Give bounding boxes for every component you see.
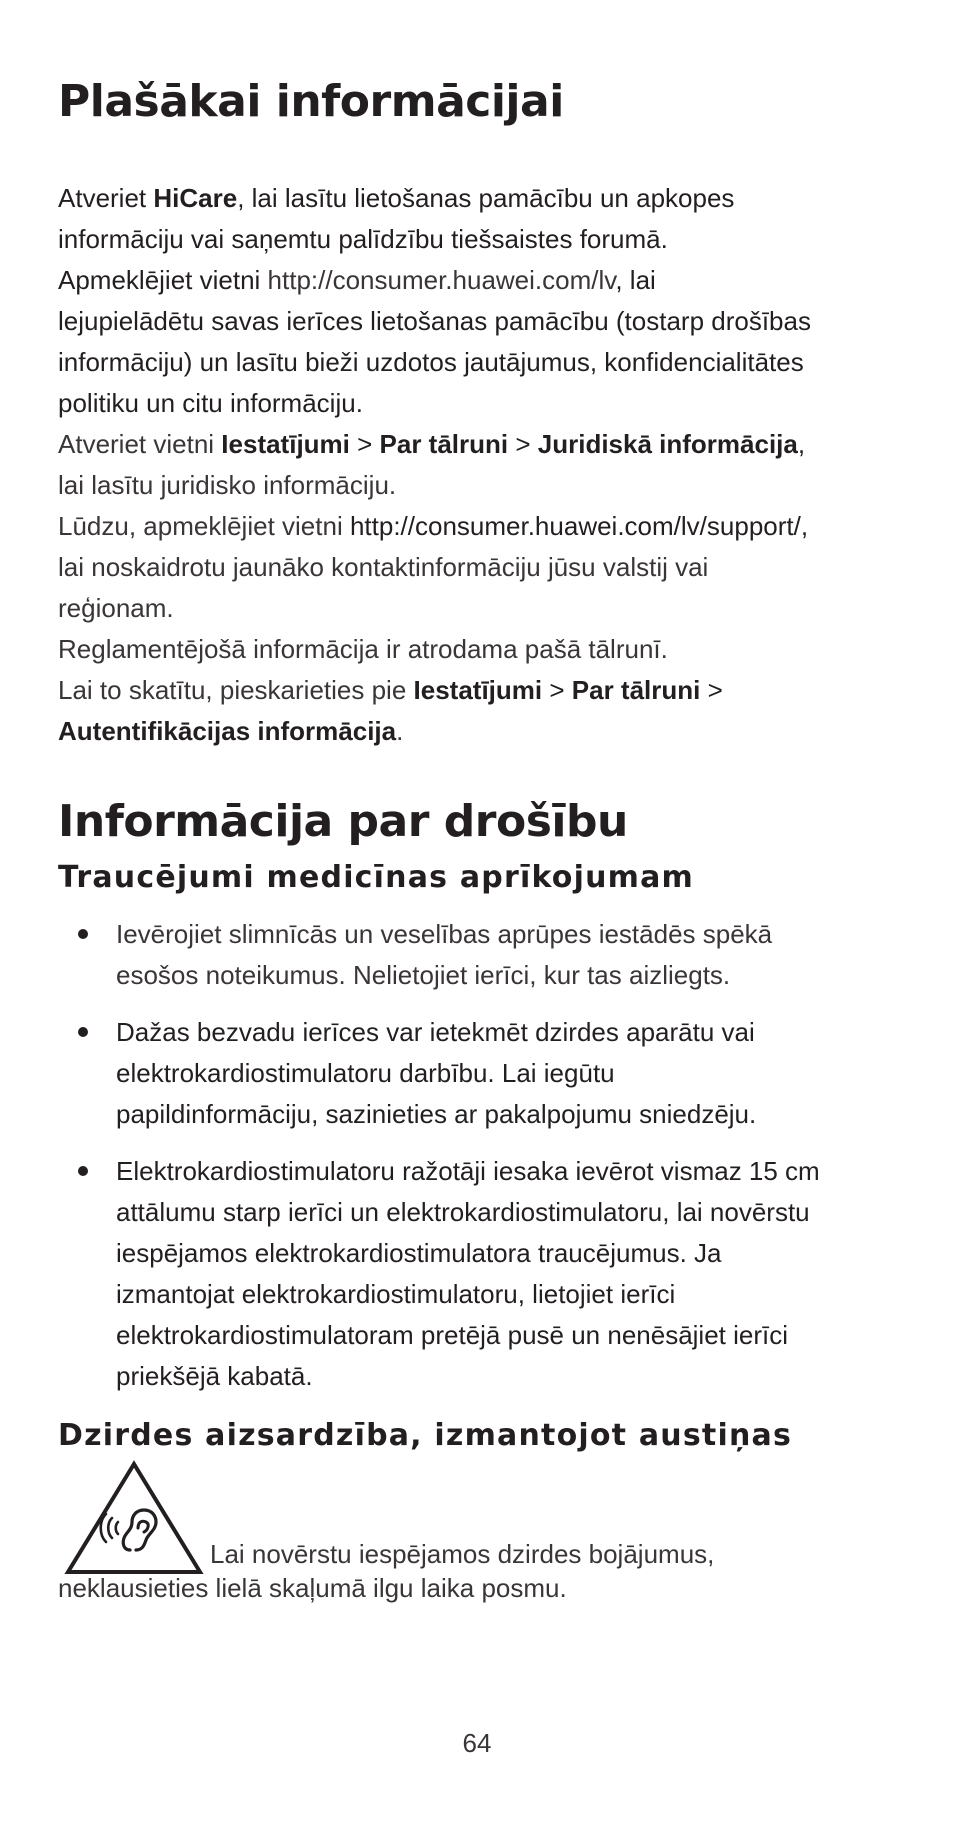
info-line xyxy=(58,629,878,670)
medical-bullet-item xyxy=(58,1012,878,1135)
info-text-segment: politiku un citu informāciju. xyxy=(58,388,363,418)
bullet-line: papildinformāciju, sazinieties ar pakalpojumu sniedzēju. xyxy=(116,1099,757,1129)
info-text-segment: http://consumer.huawei.com/lv xyxy=(267,265,616,295)
more-info-paragraph xyxy=(58,178,878,752)
info-line xyxy=(58,711,878,752)
bullet-line: elektrokardiostimulatoram pretējā pusē un nenēsājiet ierīci xyxy=(116,1320,789,1350)
bullet-line: Dažas bezvadu ierīces var ietekmēt dzirdes aparātu vai xyxy=(116,1017,755,1047)
medical-bullet-item xyxy=(58,914,878,996)
info-text-segment: , xyxy=(797,429,806,459)
bullet-line: priekšējā kabatā. xyxy=(116,1361,313,1391)
info-line xyxy=(58,506,878,547)
info-text-segment: reģionam. xyxy=(58,593,174,623)
info-text-segment: , lai xyxy=(615,265,656,295)
info-text-segment: Iestatījumi xyxy=(221,429,350,459)
hearing-warning-text-1: Lai novērstu iespējamos dzirdes bojājumus, xyxy=(210,1539,715,1569)
bullet-line: izmantojat elektrokardiostimulatoru, lietojiet ierīci xyxy=(116,1279,676,1309)
bullet-line: Elektrokardiostimulatoru ražotāji iesaka ievērot vismaz 15 cm xyxy=(116,1156,820,1186)
hearing-warning-icon xyxy=(62,1458,206,1578)
info-text-segment: Lūdzu, apmeklējiet vietni xyxy=(58,511,350,541)
info-line xyxy=(58,383,878,424)
subsection-title-hearing: Dzirdes aizsardzība, izmantojot austiņas xyxy=(58,1418,793,1453)
info-line xyxy=(58,301,878,342)
page-number: 64 xyxy=(462,1728,492,1758)
info-text-segment: informāciju) un lasītu bieži uzdotos jautājumus, konfidencialitātes xyxy=(58,347,804,377)
info-text-segment: > xyxy=(349,429,380,459)
info-text-segment: . xyxy=(396,716,404,746)
bullet-line: Ievērojiet slimnīcās un veselības aprūpes iestādēs spēkā xyxy=(116,919,773,949)
info-line xyxy=(58,547,878,588)
info-text-segment: > xyxy=(508,429,538,459)
info-line xyxy=(58,260,878,301)
info-line xyxy=(58,342,878,383)
info-text-segment: Autentifikācijas informācija xyxy=(58,716,397,746)
info-text-segment: Lai to skatītu, pieskarieties pie xyxy=(58,675,414,705)
info-text-segment: Atveriet vietni xyxy=(58,429,222,459)
info-text-segment: http://consumer.huawei.com/lv/support/, xyxy=(349,511,809,541)
info-text-segment: Apmeklējiet vietni xyxy=(58,265,268,295)
subsection-title-medical: Traucējumi medicīnas aprīkojumam xyxy=(58,860,695,895)
bullet-dot-icon xyxy=(78,1166,88,1176)
info-text-segment: , lai lasītu lietošanas pamācību un apkopes xyxy=(237,183,735,213)
bullet-dot-icon xyxy=(78,1027,88,1037)
info-text-segment: lai noskaidrotu jaunāko kontaktinformāciju jūsu valstij vai xyxy=(58,552,709,582)
medical-bullet-list xyxy=(58,914,878,1413)
info-line xyxy=(58,178,878,219)
bullet-line: elektrokardiostimulatoru darbību. Lai iegūtu xyxy=(116,1058,615,1088)
bullet-line: esošos noteikumus. Nelietojiet ierīci, kur tas aizliegts. xyxy=(116,960,731,990)
info-text-segment: lejupielādētu savas ierīces lietošanas pamācību (tostarp drošības xyxy=(58,306,811,336)
info-line xyxy=(58,670,878,711)
info-text-segment: Reglamentējošā informācija ir atrodama pašā tālrunī. xyxy=(58,634,668,664)
info-line xyxy=(58,219,878,260)
bullet-line: iespējamos elektrokardiostimulatora traucējumus. Ja xyxy=(116,1238,722,1268)
info-text-segment: Iestatījumi xyxy=(413,675,543,705)
info-text-segment: Juridiskā informācija xyxy=(537,429,798,459)
section-title-more-info: Plašākai informācijai xyxy=(58,76,564,127)
info-text-segment: Atveriet xyxy=(58,183,154,213)
info-text-segment: Par tālruni xyxy=(379,429,509,459)
info-text-segment: > xyxy=(542,675,572,705)
info-text-segment: Par tālruni xyxy=(571,675,701,705)
hearing-warning-text-2: neklausieties lielā skaļumā ilgu laika posmu. xyxy=(58,1573,567,1603)
section-title-safety: Informācija par drošību xyxy=(58,796,628,847)
info-text-segment: lai lasītu juridisko informāciju. xyxy=(58,470,397,500)
info-line xyxy=(58,424,878,465)
info-text-segment: informāciju vai saņemtu palīdzību tiešsaistes forumā. xyxy=(58,224,668,254)
info-text-segment: > xyxy=(700,675,723,705)
bullet-dot-icon xyxy=(78,929,88,939)
info-text-segment: HiCare xyxy=(153,183,238,213)
info-line xyxy=(58,588,878,629)
info-line xyxy=(58,465,878,506)
bullet-line: attālumu starp ierīci un elektrokardiostimulatoru, lai novērstu xyxy=(116,1197,810,1227)
medical-bullet-item xyxy=(58,1151,878,1397)
